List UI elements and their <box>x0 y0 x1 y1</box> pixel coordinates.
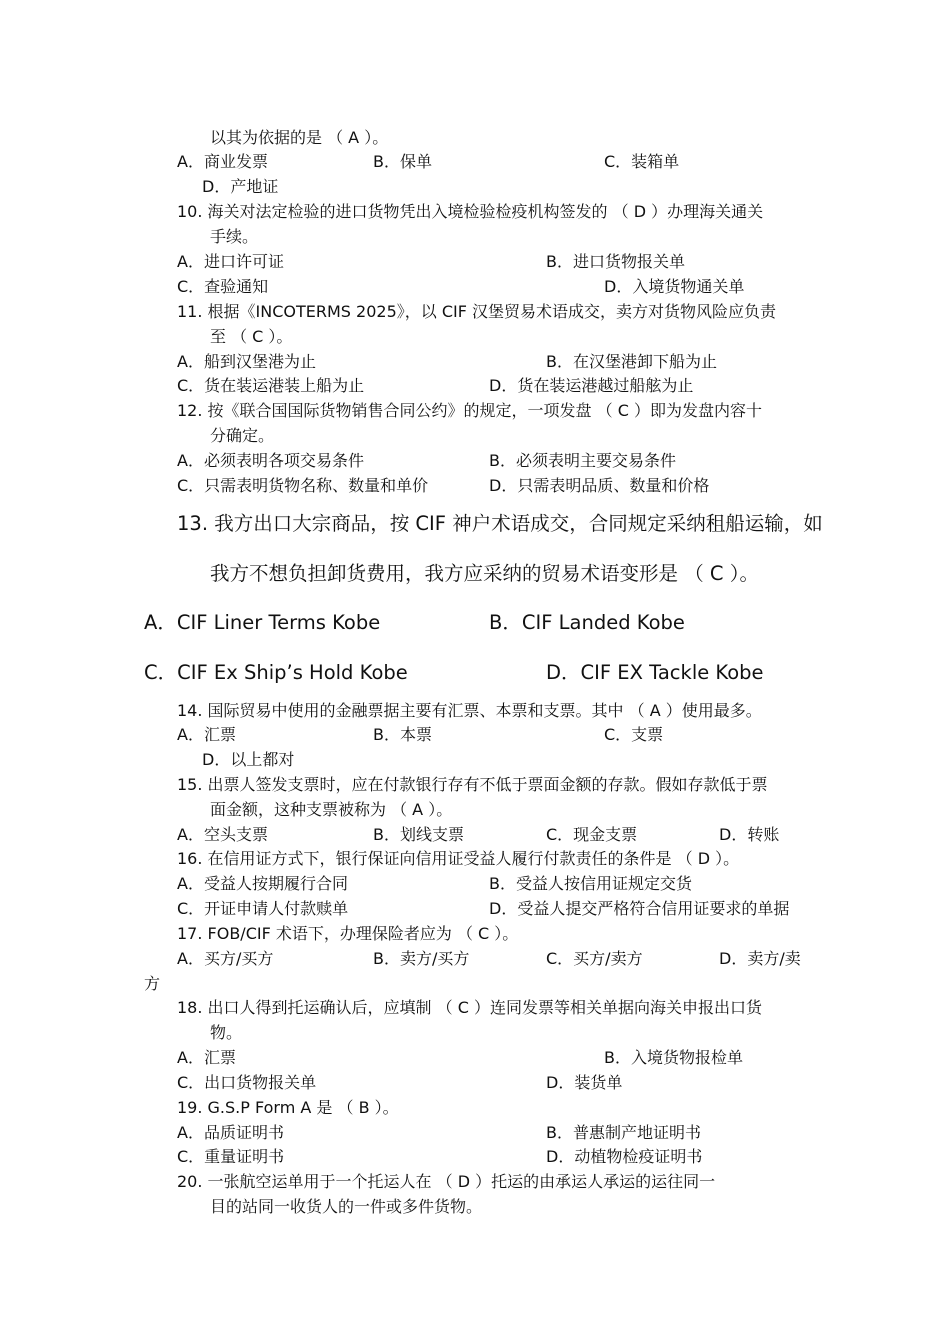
text-line: D．产地证 <box>202 177 279 196</box>
text-line: D．卖方/卖 <box>719 949 801 968</box>
text-line: 分确定。 <box>210 426 275 445</box>
text-line: C．支票 <box>604 725 664 744</box>
text-line: B．保单 <box>373 152 432 171</box>
text-line: A．进口许可证 <box>177 252 284 271</box>
text-line: C．买方/卖方 <box>546 949 643 968</box>
text-line: D．货在装运港越过船舷为止 <box>489 376 694 395</box>
text-line: 16. 在信用证方式下，银行保证向信用证受益人履行付款责任的条件是 （ D ）。 <box>177 849 740 868</box>
text-line: 15. 出票人签发支票时，应在付款银行存有不低于票面金额的存款。假如存款低于票 <box>177 775 768 794</box>
text-line: D．入境货物通关单 <box>604 277 745 296</box>
text-line: A．商业发票 <box>177 152 268 171</box>
text-line: 18. 出口人得到托运确认后，应填制 （ C ）连同发票等相关单据向海关申报出口货 <box>177 998 762 1017</box>
text-line: A．受益人按期履行合同 <box>177 874 348 893</box>
text-line: A．必须表明各项交易条件 <box>177 451 364 470</box>
text-line: A．汇票 <box>177 725 236 744</box>
text-line: 我方不想负担卸货费用，我方应采纳的贸易术语变形是 （ C ）。 <box>210 562 759 585</box>
text-line: 方 <box>144 974 161 993</box>
text-line: B．受益人按信用证规定交货 <box>489 874 692 893</box>
text-line: B．卖方/买方 <box>373 949 470 968</box>
text-line: B．在汉堡港卸下船为止 <box>546 352 717 371</box>
text-line: B．普惠制产地证明书 <box>546 1123 701 1142</box>
text-line: D．只需表明品质、数量和价格 <box>489 476 710 495</box>
text-line: 13. 我方出口大宗商品，按 CIF 神户术语成交，合同规定采纳租船运输，如 <box>177 512 823 535</box>
text-line: A．船到汉堡港为止 <box>177 352 316 371</box>
text-line: 以其为依据的是 （ A ）。 <box>210 128 389 147</box>
text-line: D．装货单 <box>546 1073 623 1092</box>
text-line: 12. 按《联合国国际货物销售合同公约》的规定，一项发盘 （ C ）即为发盘内容十 <box>177 401 762 420</box>
text-line: D．受益人提交严格符合信用证要求的单据 <box>489 899 790 918</box>
text-line: A．品质证明书 <box>177 1123 284 1142</box>
text-line: C．重量证明书 <box>177 1147 285 1166</box>
text-line: 17. FOB/CIF 术语下，办理保险者应为 （ C ）。 <box>177 924 519 943</box>
text-line: B．必须表明主要交易条件 <box>489 451 676 470</box>
text-line: B．CIF Landed Kobe <box>489 611 685 634</box>
text-line: C．现金支票 <box>546 825 638 844</box>
text-line: D．动植物检疫证明书 <box>546 1147 703 1166</box>
text-line: B．入境货物报检单 <box>604 1048 743 1067</box>
text-line: 10. 海关对法定检验的进口货物凭出入境检验检疫机构签发的 （ D ）办理海关通关 <box>177 202 764 221</box>
text-line: B．进口货物报关单 <box>546 252 685 271</box>
text-line: C．查验通知 <box>177 277 269 296</box>
text-line: A．汇票 <box>177 1048 236 1067</box>
text-line: 11. 根据《INCOTERMS 2025》，以 CIF 汉堡贸易术语成交，卖方对货物风险应负责 <box>177 302 777 321</box>
text-line: 目的站同一收货人的一件或多件货物。 <box>210 1197 483 1216</box>
text-line: C．CIF Ex Ship’s Hold Kobe <box>144 661 408 684</box>
text-line: 手续。 <box>210 227 259 246</box>
text-line: A．CIF Liner Terms Kobe <box>144 611 381 634</box>
text-line: B．划线支票 <box>373 825 464 844</box>
text-line: C．出口货物报关单 <box>177 1073 317 1092</box>
text-line: C．装箱单 <box>604 152 680 171</box>
text-line: 20. 一张航空运单用于一个托运人在 （ D ）托运的由承运人承运的运往同一 <box>177 1172 716 1191</box>
text-line: 面金额，这种支票被称为 （ A ）。 <box>210 800 453 819</box>
text-line: A．空头支票 <box>177 825 268 844</box>
text-line: A．买方/买方 <box>177 949 274 968</box>
text-line: C．开证申请人付款赎单 <box>177 899 349 918</box>
text-line: 14. 国际贸易中使用的金融票据主要有汇票、本票和支票。其中 （ A ）使用最多。 <box>177 701 762 720</box>
text-line: 19. G.S.P Form A 是 （ B ）。 <box>177 1098 399 1117</box>
text-line: 物。 <box>210 1023 243 1042</box>
text-line: D．以上都对 <box>202 750 295 769</box>
text-line: 至 （ C ）。 <box>210 327 293 346</box>
text-line: B．本票 <box>373 725 432 744</box>
text-line: D．CIF EX Tackle Kobe <box>546 661 764 684</box>
text-line: D．转账 <box>719 825 780 844</box>
text-line: C．只需表明货物名称、数量和单价 <box>177 476 429 495</box>
text-line: C．货在装运港装上船为止 <box>177 376 365 395</box>
